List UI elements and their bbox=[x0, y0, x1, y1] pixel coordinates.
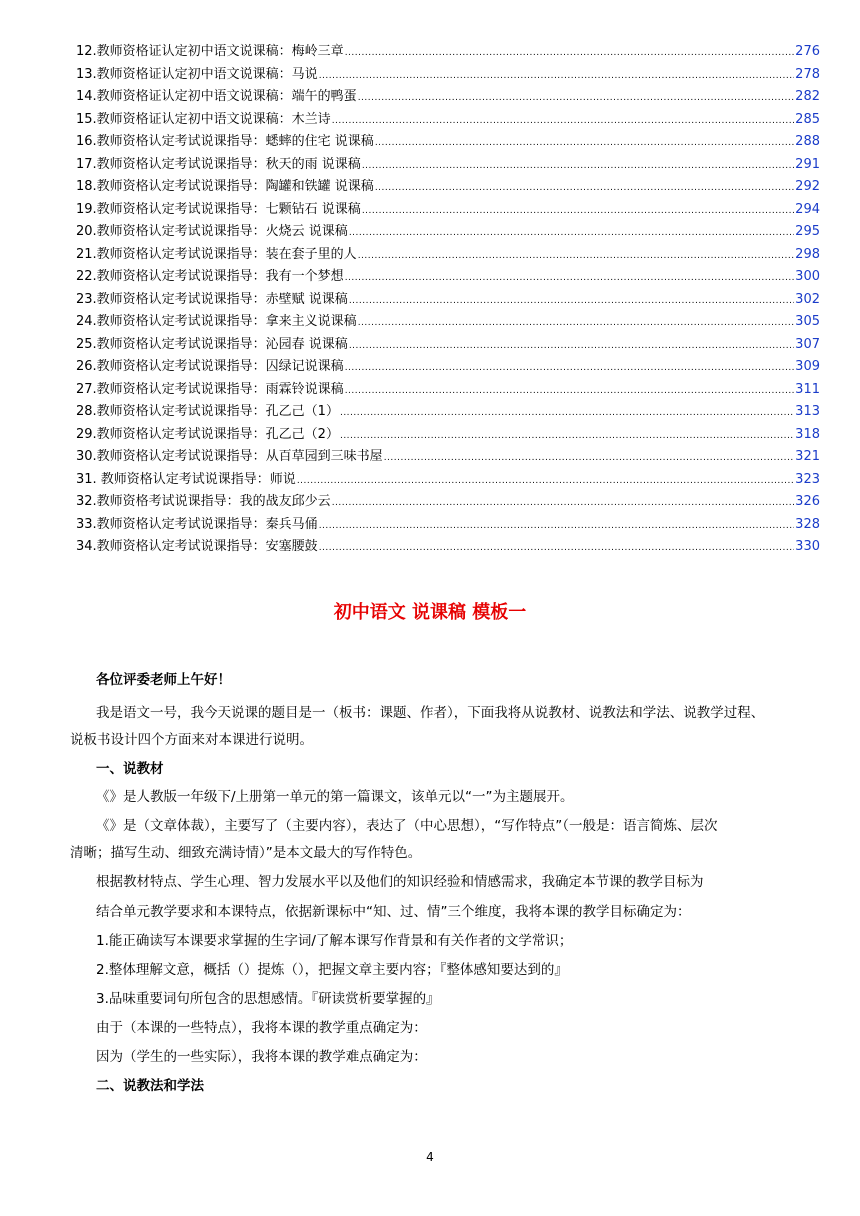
toc-entry-page[interactable]: 288 bbox=[795, 134, 820, 149]
table-of-contents bbox=[76, 41, 820, 559]
toc-entry-title[interactable]: 18.教师资格认定考试说课指导：陶罐和铁罐 说课稿 bbox=[76, 179, 374, 194]
toc-entry-title[interactable]: 31. 教师资格认定考试说课指导：师说 bbox=[76, 471, 296, 487]
toc-entry[interactable] bbox=[76, 289, 820, 312]
paragraph: 清晰；描写生动、细致充满诗情）”是本文最大的写作特色。 bbox=[70, 845, 422, 861]
toc-leader-dots bbox=[345, 42, 794, 65]
toc-entry[interactable] bbox=[76, 64, 820, 87]
toc-entry-page[interactable]: 300 bbox=[795, 269, 820, 284]
toc-leader-dots bbox=[358, 312, 794, 335]
toc-entry[interactable] bbox=[76, 221, 820, 244]
toc-entry-title[interactable]: 34.教师资格认定考试说课指导：安塞腰鼓 bbox=[76, 539, 318, 554]
toc-entry[interactable] bbox=[76, 244, 820, 267]
toc-leader-dots bbox=[375, 177, 794, 200]
toc-entry-page[interactable]: 276 bbox=[795, 44, 820, 59]
toc-leader-dots bbox=[349, 335, 794, 358]
toc-entry-title[interactable]: 17.教师资格认定考试说课指导：秋天的雨 说课稿 bbox=[76, 156, 361, 172]
toc-leader-dots bbox=[332, 492, 794, 515]
toc-entry-page[interactable]: 309 bbox=[795, 359, 820, 374]
toc-entry-title[interactable]: 30.教师资格认定考试说课指导：从百草园到三味书屋 bbox=[76, 449, 383, 464]
toc-entry-page[interactable]: 278 bbox=[795, 66, 820, 82]
paragraph: 根据教材特点、学生心理、智力发展水平以及他们的知识经验和情感需求，我确定本节课的教学目标为 bbox=[96, 874, 704, 890]
toc-leader-dots bbox=[319, 537, 794, 560]
toc-entry-title[interactable]: 20.教师资格认定考试说课指导：火烧云 说课稿 bbox=[76, 224, 348, 239]
toc-leader-dots bbox=[358, 245, 794, 268]
paragraph: 《》是（文章体裁），主要写了（主要内容），表达了（中心思想），“写作特点”（一般是：语言简炼、层次 bbox=[96, 818, 718, 834]
toc-entry[interactable] bbox=[76, 109, 820, 132]
section-heading: 初中语文 说课稿 模板一 bbox=[333, 602, 527, 623]
toc-leader-dots bbox=[349, 222, 794, 245]
toc-entry-title[interactable]: 24.教师资格认定考试说课指导：拿来主义说课稿 bbox=[76, 314, 357, 329]
toc-entry[interactable] bbox=[76, 334, 820, 357]
toc-entry-title[interactable]: 29.教师资格认定考试说课指导：孔乙己（2） bbox=[76, 426, 339, 442]
toc-entry-page[interactable]: 292 bbox=[795, 179, 820, 194]
toc-leader-dots bbox=[297, 470, 794, 493]
toc-entry-page[interactable]: 328 bbox=[795, 516, 820, 532]
section-title: 一、说教材 bbox=[96, 761, 164, 777]
toc-leader-dots bbox=[362, 155, 794, 178]
toc-entry-page[interactable]: 318 bbox=[795, 426, 820, 442]
section-title: 二、说教法和学法 bbox=[96, 1078, 204, 1094]
toc-entry-page[interactable]: 298 bbox=[795, 246, 820, 262]
toc-entry-page[interactable]: 311 bbox=[795, 381, 820, 397]
toc-leader-dots bbox=[358, 87, 794, 110]
paragraph: 因为（学生的一些实际），我将本课的教学难点确定为： bbox=[96, 1049, 427, 1065]
toc-leader-dots bbox=[349, 290, 794, 313]
toc-entry[interactable] bbox=[76, 424, 820, 447]
toc-entry[interactable] bbox=[76, 446, 820, 469]
paragraph: 说板书设计四个方面来对本课进行说明。 bbox=[70, 732, 313, 748]
toc-leader-dots bbox=[345, 380, 794, 403]
toc-leader-dots bbox=[345, 357, 794, 380]
paragraph: 我是语文一号，我今天说课的题目是一（板书：课题、作者），下面我将从说教材、说教法和学法、说教学过程、 bbox=[96, 705, 765, 721]
toc-leader-dots bbox=[340, 402, 794, 425]
toc-leader-dots bbox=[319, 65, 794, 88]
toc-entry-page[interactable]: 321 bbox=[795, 449, 820, 464]
toc-entry-title[interactable]: 32.教师资格考试说课指导：我的战友邱少云 bbox=[76, 494, 331, 509]
toc-entry-title[interactable]: 19.教师资格认定考试说课指导：七颗钻石 说课稿 bbox=[76, 201, 361, 217]
toc-entry[interactable] bbox=[76, 491, 820, 514]
toc-entry[interactable] bbox=[76, 176, 820, 199]
toc-entry[interactable] bbox=[76, 131, 820, 154]
toc-entry[interactable] bbox=[76, 379, 820, 402]
list-item: 3.品味重要词句所包含的思想感情。『研读赏析要掌握的』 bbox=[96, 991, 440, 1007]
list-item: 1.能正确读写本课要求掌握的生字词/了解本课写作背景和有关作者的文学常识； bbox=[96, 933, 573, 949]
toc-leader-dots bbox=[332, 110, 794, 133]
toc-entry-title[interactable]: 27.教师资格认定考试说课指导：雨霖铃说课稿 bbox=[76, 381, 344, 397]
page-number: 4 bbox=[426, 1150, 434, 1164]
toc-entry-page[interactable]: 326 bbox=[795, 494, 820, 509]
toc-entry-page[interactable]: 323 bbox=[795, 471, 820, 487]
toc-entry[interactable] bbox=[76, 266, 820, 289]
toc-entry-page[interactable]: 295 bbox=[795, 224, 820, 239]
toc-entry-page[interactable]: 305 bbox=[795, 314, 820, 329]
paragraph: 《》是人教版一年级下/上册第一单元的第一篇课文，该单元以“一”为主题展开。 bbox=[96, 789, 574, 805]
toc-entry-title[interactable]: 14.教师资格证认定初中语文说课稿：端午的鸭蛋 bbox=[76, 89, 357, 104]
greeting: 各位评委老师上午好！ bbox=[96, 672, 231, 688]
toc-entry[interactable] bbox=[76, 356, 820, 379]
toc-entry-title[interactable]: 15.教师资格证认定初中语文说课稿：木兰诗 bbox=[76, 111, 331, 127]
toc-entry-title[interactable]: 13.教师资格证认定初中语文说课稿：马说 bbox=[76, 66, 318, 82]
toc-entry[interactable] bbox=[76, 199, 820, 222]
toc-entry[interactable] bbox=[76, 311, 820, 334]
toc-entry-title[interactable]: 21.教师资格认定考试说课指导：装在套子里的人 bbox=[76, 246, 357, 262]
toc-entry[interactable] bbox=[76, 469, 820, 492]
toc-entry-title[interactable]: 22.教师资格认定考试说课指导：我有一个梦想 bbox=[76, 269, 344, 284]
toc-entry[interactable] bbox=[76, 401, 820, 424]
toc-entry-page[interactable]: 282 bbox=[795, 89, 820, 104]
toc-entry[interactable] bbox=[76, 536, 820, 559]
paragraph: 结合单元教学要求和本课特点，依据新课标中“知、过、情”三个维度，我将本课的教学目标确定为： bbox=[96, 904, 691, 920]
toc-entry-title[interactable]: 25.教师资格认定考试说课指导：沁园春 说课稿 bbox=[76, 336, 348, 352]
toc-entry-page[interactable]: 307 bbox=[795, 336, 820, 352]
toc-entry-title[interactable]: 23.教师资格认定考试说课指导：赤壁赋 说课稿 bbox=[76, 291, 348, 307]
toc-leader-dots bbox=[340, 425, 794, 448]
toc-entry-page[interactable]: 330 bbox=[795, 539, 820, 554]
toc-entry[interactable] bbox=[76, 154, 820, 177]
toc-entry-title[interactable]: 33.教师资格认定考试说课指导：秦兵马俑 bbox=[76, 516, 318, 532]
toc-entry[interactable] bbox=[76, 514, 820, 537]
toc-leader-dots bbox=[345, 267, 794, 290]
paragraph: 由于（本课的一些特点），我将本课的教学重点确定为： bbox=[96, 1020, 427, 1036]
toc-entry-page[interactable]: 285 bbox=[795, 111, 820, 127]
toc-entry[interactable] bbox=[76, 86, 820, 109]
toc-entry-title[interactable]: 26.教师资格认定考试说课指导：囚绿记说课稿 bbox=[76, 359, 344, 374]
toc-entry-page[interactable]: 291 bbox=[795, 156, 820, 172]
toc-leader-dots bbox=[319, 515, 794, 538]
toc-entry-page[interactable]: 294 bbox=[795, 201, 820, 217]
toc-entry-title[interactable]: 12.教师资格证认定初中语文说课稿：梅岭三章 bbox=[76, 44, 344, 59]
toc-entry-title[interactable]: 16.教师资格认定考试说课指导：蟋蟀的住宅 说课稿 bbox=[76, 134, 374, 149]
toc-entry-page[interactable]: 302 bbox=[795, 291, 820, 307]
list-item: 2.整体理解文意，概括（）提炼（），把握文章主要内容；『整体感知要达到的』 bbox=[96, 962, 568, 978]
toc-entry-title[interactable]: 28.教师资格认定考试说课指导：孔乙己（1） bbox=[76, 404, 339, 419]
toc-leader-dots bbox=[362, 200, 794, 223]
toc-entry[interactable] bbox=[76, 41, 820, 64]
toc-entry-page[interactable]: 313 bbox=[795, 404, 820, 419]
toc-leader-dots bbox=[375, 132, 794, 155]
toc-leader-dots bbox=[384, 447, 794, 470]
